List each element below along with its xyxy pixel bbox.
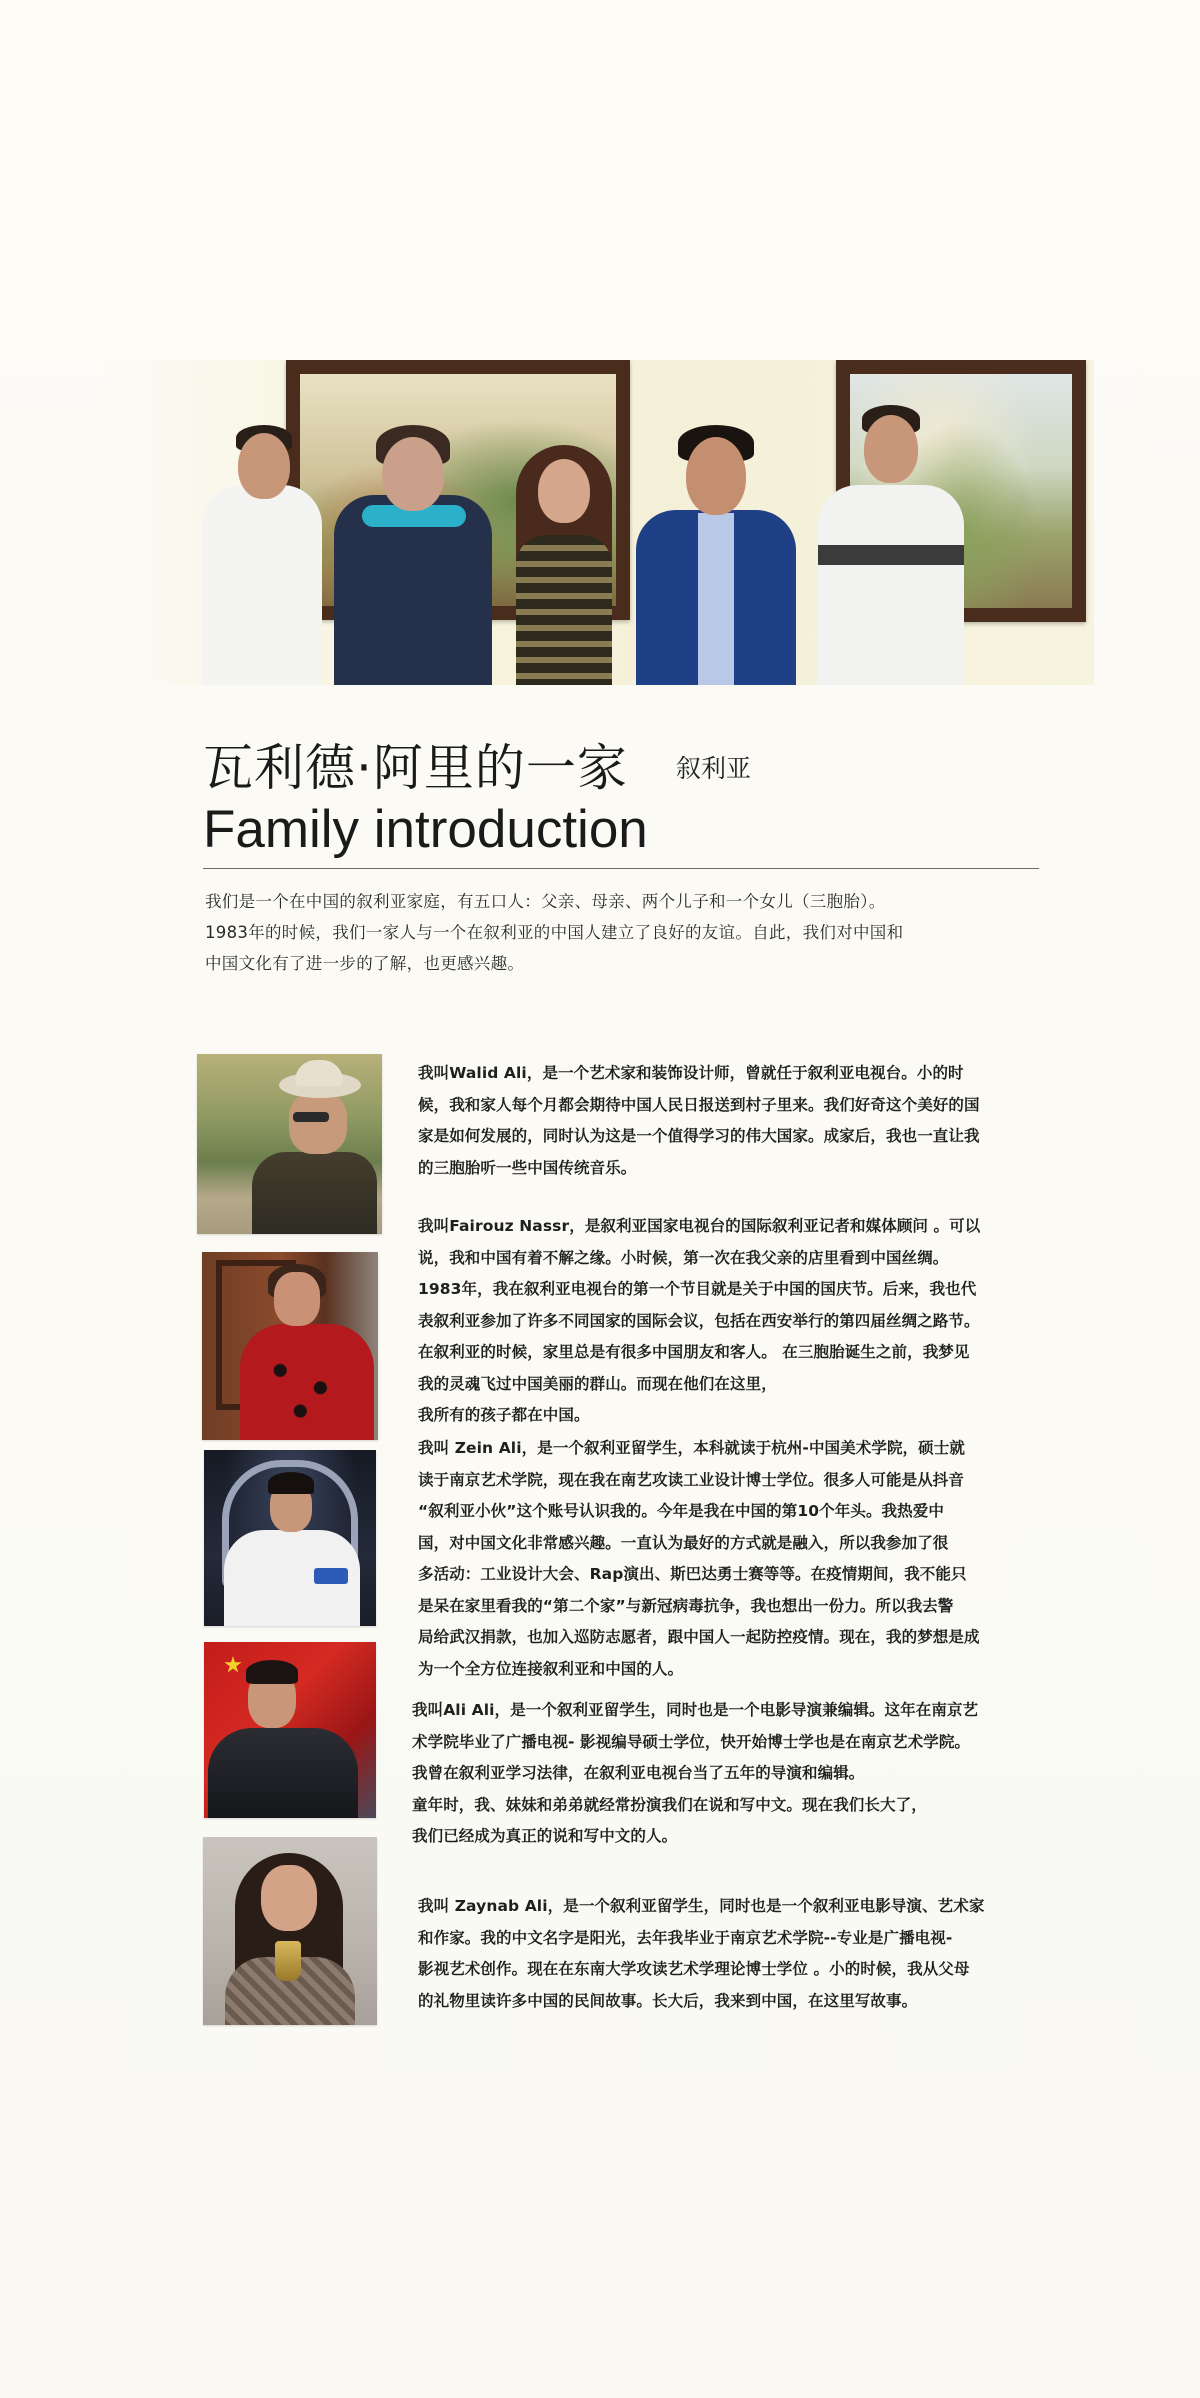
member-photo-fairouz [202,1252,378,1440]
person-walid [636,425,796,685]
bio-line: 1983年，我在叙利亚电视台的第一个节目就是关于中国的国庆节。后来，我也代 [418,1280,977,1298]
bio-line: 多活动：工业设计大会、Rap演出、斯巴达勇士赛等等。在疫情期间，我不能只 [418,1565,967,1583]
bio-line: 在叙利亚的时候，家里总是有很多中国朋友和客人。 在三胞胎诞生之前，我梦见 [418,1343,970,1361]
bio-line: 国，对中国文化非常感兴趣。一直认为最好的方式就是融入，所以我参加了很 [418,1533,949,1552]
bio-line: 我叫 Zaynab Ali，是一个叙利亚留学生，同时也是一个叙利亚电影导演、艺术家 [418,1897,985,1915]
bio-line: 我叫Ali Ali，是一个叙利亚留学生，同时也是一个电影导演兼编辑。这年在南京艺 [412,1701,979,1719]
bio-line: 术学院毕业了广播电视- 影视编导硕士学位，快开始博士学也是在南京艺术学院。 [412,1732,971,1751]
bio-line: 我叫Fairouz Nassr，是叙利亚国家电视台的国际叙利亚记者和媒体顾问 。可以 [418,1217,981,1235]
country-label: 叙利亚 [676,754,752,783]
member-bio-zein [418,1433,1058,1685]
bio-line: 局给武汉捐款，也加入巡防志愿者，跟中国人一起防控疫情。现在，我的梦想是成 [418,1628,980,1646]
member-photo-zaynab [203,1837,377,2025]
intro-line: 我们是一个在中国的叙利亚家庭，有五口人：父亲、母亲、两个儿子和一个女儿（三胞胎）。 [205,892,886,911]
bio-line: 家是如何发展的，同时认为这是一个值得学习的伟大国家。成家后，我也一直让我 [418,1127,980,1145]
page-title-english: Family introduction [203,800,648,859]
person-zein [202,395,322,685]
person-ali [818,405,964,685]
intro-line: 1983年的时候，我们一家人与一个在叙利亚的中国人建立了良好的友谊。自此，我们对中国和 [205,923,904,942]
bio-line: 和作家。我的中文名字是阳光，去年我毕业于南京艺术学院--专业是广播电视- [418,1928,953,1947]
title-divider [203,868,1039,869]
bio-line: 我们已经成为真正的说和写中文的人。 [412,1827,678,1845]
bio-line: 是呆在家里看我的“第二个家”与新冠病毒抗争，我也想出一份力。所以我去警 [418,1596,954,1615]
bio-line: 读于南京艺术学院，现在我在南艺攻读工业设计博士学位。很多人可能是从抖音 [418,1470,965,1489]
bio-line: 我的灵魂飞过中国美丽的群山。而现在他们在这里， [418,1374,777,1393]
family-group-photo [106,360,1094,685]
bio-line: “叙利亚小伙”这个账号认识我的。今年是我在中国的第10个年头。我热爱中 [418,1502,944,1520]
photo-fade [106,360,196,685]
bio-line: 我叫Walid Ali，是一个艺术家和装饰设计师，曾就任于叙利亚电视台。小的时 [418,1064,964,1082]
member-bio-zaynab [418,1891,1058,2017]
bio-line: 为一个全方位连接叙利亚和中国的人。 [418,1659,684,1678]
intro-paragraph [205,886,1045,979]
bio-line: 我曾在叙利亚学习法律，在叙利亚电视台当了五年的导演和编辑。 [412,1764,865,1782]
intro-line: 中国文化有了进一步的了解，也更感兴趣。 [205,954,525,973]
bio-line: 影视艺术创作。现在在东南大学攻读艺术学理论博士学位 。小的时候，我从父母 [418,1960,970,1978]
member-bio-walid [418,1058,1058,1184]
member-photo-zein [204,1450,376,1626]
bio-line: 我所有的孩子都在中国。 [418,1406,590,1424]
person-zaynab [504,445,624,685]
bio-line: 说，我和中国有着不解之缘。小时候，第一次在我父亲的店里看到中国丝绸。 [418,1248,949,1267]
person-fairouz [334,425,492,685]
member-photo-walid [197,1054,382,1234]
page-title-chinese: 瓦利德·阿里的一家 [203,739,628,797]
bio-line: 的三胞胎听一些中国传统音乐。 [418,1158,637,1177]
member-photo-ali [204,1642,376,1818]
bio-line: 的礼物里读许多中国的民间故事。长大后，我来到中国，在这里写故事。 [418,1991,918,2010]
member-bio-ali [412,1695,1052,1853]
bio-line: 我叫 Zein Ali，是一个叙利亚留学生，本科就读于杭州-中国美术学院，硕士就 [418,1439,965,1457]
bio-line: 童年时，我、妹妹和弟弟就经常扮演我们在说和写中文。现在我们长大了， [412,1795,927,1814]
bio-line: 候，我和家人每个月都会期待中国人民日报送到村子里来。我们好奇这个美好的国 [418,1095,980,1114]
bio-line: 表叙利亚参加了许多不同国家的国际会议，包括在西安举行的第四届丝绸之路节。 [418,1311,980,1330]
member-bio-fairouz [418,1211,1058,1432]
